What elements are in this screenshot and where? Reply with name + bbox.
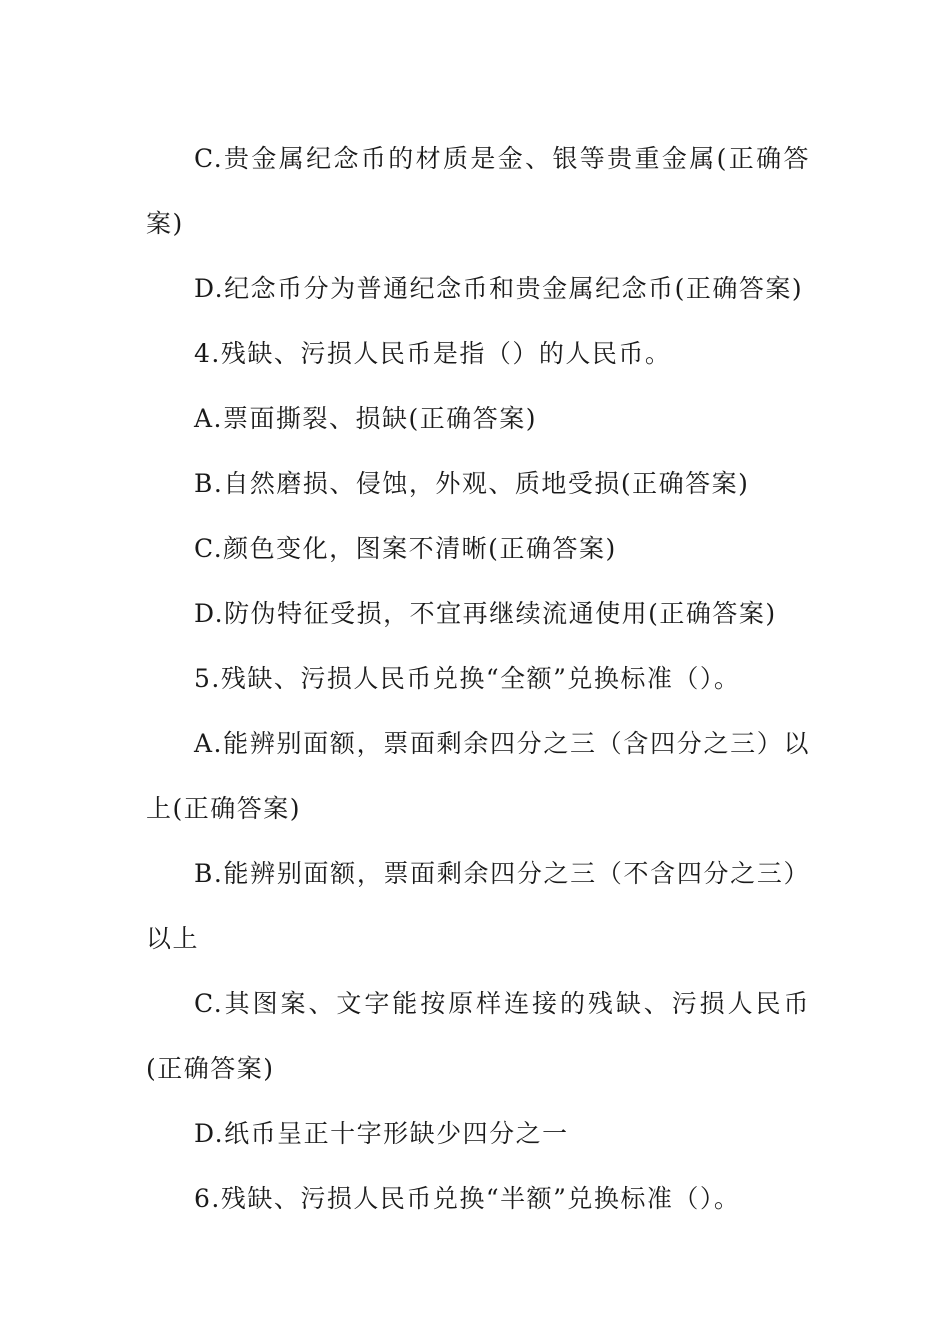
option-d-q3: D.纪念币分为普通纪念币和贵金属纪念币(正确答案) xyxy=(194,274,804,303)
option-c-q3: C.贵金属纪念币的材质是金、银等贵重金属(正确答案) xyxy=(146,144,810,238)
option-a-q4: A.票面撕裂、损缺(正确答案) xyxy=(194,404,538,433)
option-d-q5: D.纸币呈正十字形缺少四分之一 xyxy=(194,1119,569,1148)
document-body xyxy=(146,126,810,1231)
option-a-q5: A.能辨别面额，票面剩余四分之三（含四分之三）以上(正确答案) xyxy=(146,729,810,823)
option-d-q4: D.防伪特征受损，不宜再继续流通使用(正确答案) xyxy=(194,599,777,628)
question-6: 6.残缺、污损人民币兑换“半额”兑换标准（）。 xyxy=(194,1184,741,1213)
option-b-q5: B.能辨别面额，票面剩余四分之三（不含四分之三）以上 xyxy=(146,859,810,953)
question-4: 4.残缺、污损人民币是指（）的人民币。 xyxy=(194,339,672,368)
question-5: 5.残缺、污损人民币兑换“全额”兑换标准（）。 xyxy=(194,664,741,693)
option-b-q4: B.自然磨损、侵蚀，外观、质地受损(正确答案) xyxy=(194,469,750,498)
option-c-q5: C.其图案、文字能按原样连接的残缺、污损人民币(正确答案) xyxy=(146,989,810,1083)
option-c-q4: C.颜色变化，图案不清晰(正确答案) xyxy=(194,534,617,563)
